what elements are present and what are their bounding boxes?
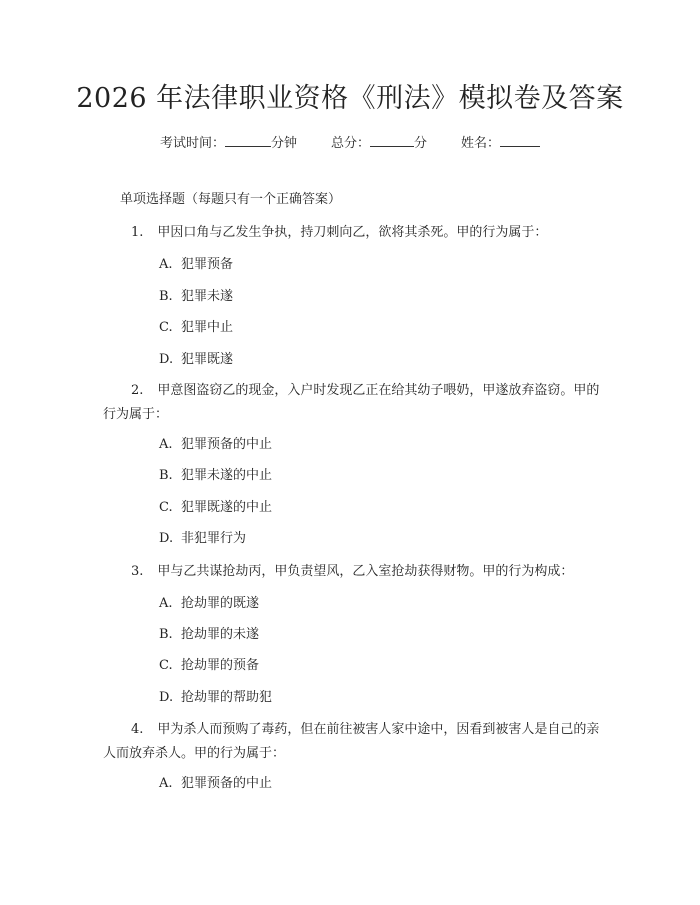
option-1d	[159, 351, 233, 369]
question-text: 甲因口角与乙发生争执，持刀刺向乙，欲将其杀死。甲的行为属于：	[157, 225, 548, 240]
time-blank	[225, 133, 271, 147]
question-number: 4.	[131, 722, 144, 737]
option-3c	[159, 657, 259, 675]
option-letter: C.	[159, 658, 173, 673]
option-text: 犯罪未遂的中止	[181, 468, 273, 483]
option-3d	[159, 689, 272, 707]
option-letter: D.	[159, 690, 174, 705]
option-letter: B.	[159, 289, 173, 304]
name-blank	[500, 133, 540, 147]
question-1	[103, 221, 603, 245]
score-unit: 分	[414, 136, 428, 151]
option-text: 非犯罪行为	[181, 531, 247, 546]
exam-meta	[0, 133, 700, 153]
option-text: 犯罪既遂的中止	[181, 500, 273, 515]
option-letter: B.	[159, 468, 173, 483]
option-text: 抢劫罪的既遂	[181, 596, 260, 611]
option-letter: A.	[159, 596, 173, 611]
score-label: 总分：	[330, 136, 370, 151]
option-text: 犯罪预备的中止	[181, 776, 273, 791]
option-text: 抢劫罪的预备	[181, 658, 260, 673]
question-2	[103, 379, 603, 427]
option-1b	[159, 288, 233, 306]
option-2b	[159, 467, 272, 485]
question-text: 甲意图盗窃乙的现金，入户时发现乙正在给其幼子喂奶，甲遂放弃盗窃。甲的行为属于：	[103, 383, 600, 422]
score-blank	[370, 133, 414, 147]
option-text: 抢劫罪的帮助犯	[181, 690, 273, 705]
option-letter: D.	[159, 531, 174, 546]
option-letter: A.	[159, 257, 173, 272]
option-text: 犯罪中止	[181, 320, 234, 335]
option-1c	[159, 319, 233, 337]
option-2d	[159, 530, 246, 548]
option-letter: A.	[159, 437, 173, 452]
section-title: 单项选择题（每题只有一个正确答案）	[120, 192, 342, 207]
option-text: 犯罪既遂	[181, 352, 234, 367]
question-3	[103, 560, 603, 584]
option-letter: C.	[159, 500, 173, 515]
question-text: 甲为杀人而预购了毒药，但在前往被害人家中途中，因看到被害人是自己的亲人而放弃杀人。甲的行为属于：	[103, 722, 600, 761]
option-text: 犯罪预备的中止	[181, 437, 273, 452]
question-text: 甲与乙共谋抢劫丙，甲负责望风，乙入室抢劫获得财物。甲的行为构成：	[157, 564, 574, 579]
time-label: 考试时间：	[159, 136, 225, 151]
option-letter: B.	[159, 627, 173, 642]
option-text: 抢劫罪的未遂	[181, 627, 260, 642]
option-letter: D.	[159, 352, 174, 367]
option-1a	[159, 256, 233, 274]
option-letter: C.	[159, 320, 173, 335]
question-number: 1.	[131, 225, 144, 240]
question-4	[103, 718, 603, 766]
option-3a	[159, 595, 259, 613]
option-text: 犯罪未遂	[181, 289, 234, 304]
option-letter: A.	[159, 776, 173, 791]
option-4a	[159, 775, 272, 793]
option-2c	[159, 499, 272, 517]
page-title: 2026 年法律职业资格《刑法》模拟卷及答案	[76, 83, 624, 114]
option-text: 犯罪预备	[181, 257, 234, 272]
option-2a	[159, 436, 272, 454]
question-number: 3.	[131, 564, 144, 579]
option-3b	[159, 626, 259, 644]
question-number: 2.	[131, 383, 144, 398]
name-label: 姓名：	[461, 136, 501, 151]
time-unit: 分钟	[270, 136, 297, 151]
